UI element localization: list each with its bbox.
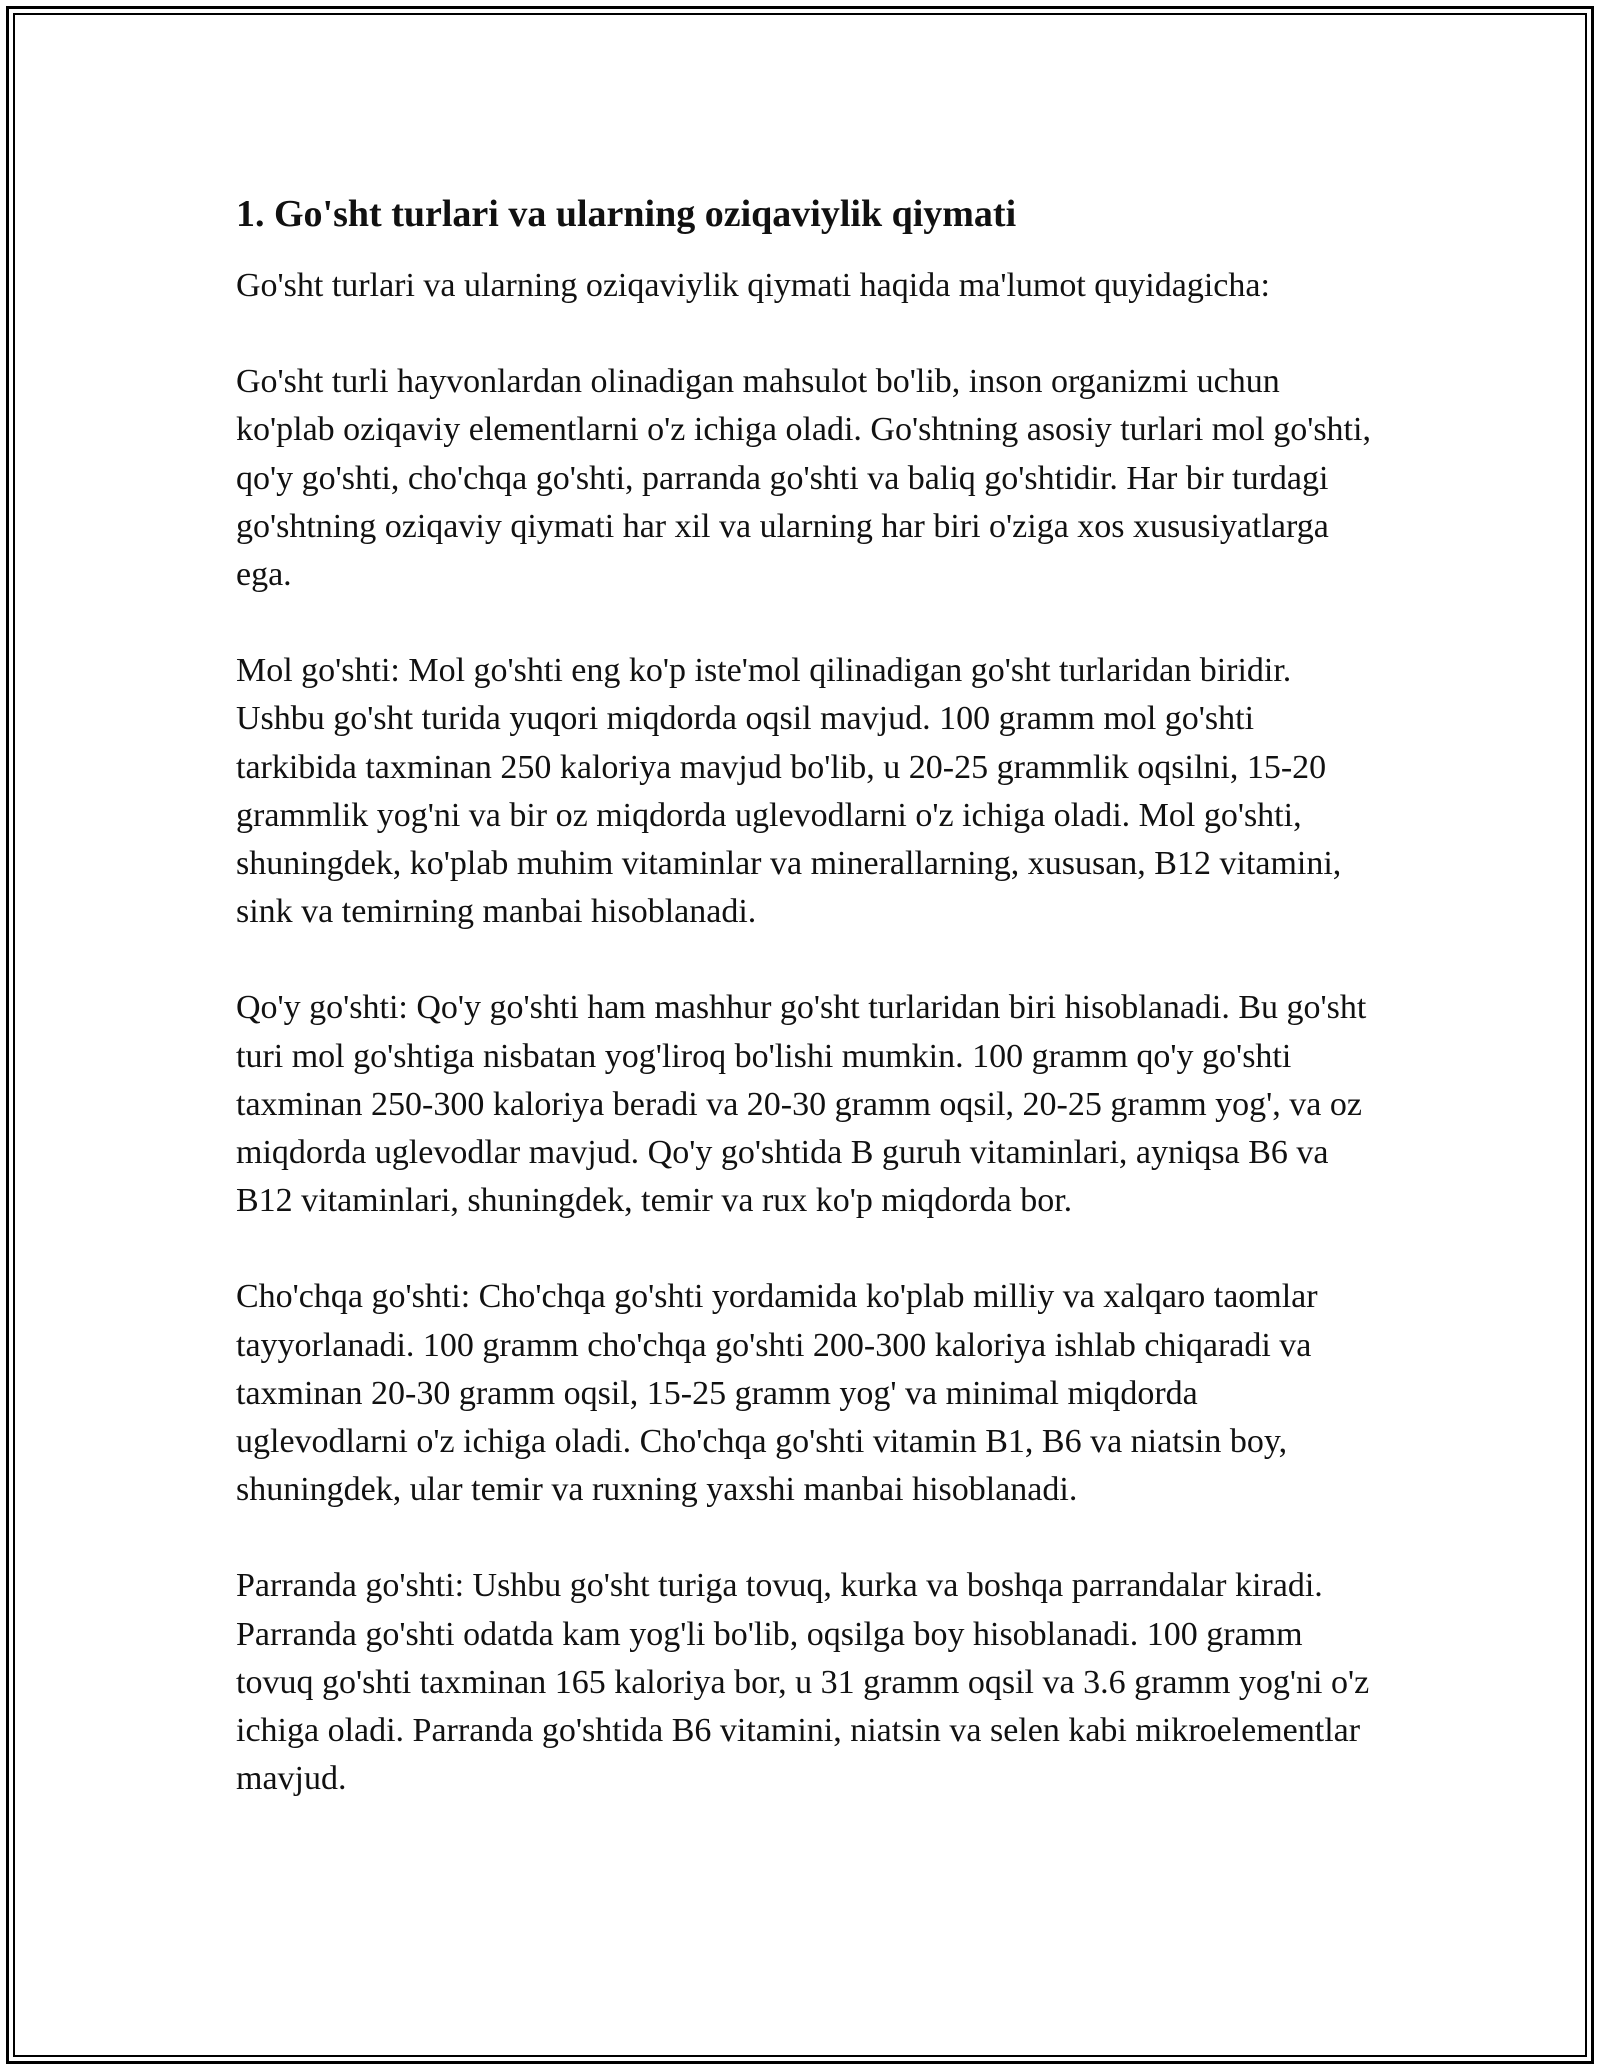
document-body bbox=[236, 188, 1376, 1851]
section-heading: 1. Go'sht turlari va ularning oziqaviylik qiymati bbox=[236, 193, 1017, 235]
overview-paragraph: Go'sht turli hayvonlardan olinadigan mahsulot bo'lib, inson organizmi uchun ko'plab oziqaviy elementlarni o'z ichiga oladi. Go'shtning asosiy turlari mol go'shti, qo'y go'shti, cho'chqa go'shti, parranda go'shti va baliq go'shtidir. Har bir turdagi go'shtning oziqaviy qiymati har xil va ularning har biri o'ziga xos xususiyatlarga ega. bbox=[236, 363, 1371, 594]
poultry-paragraph: Parranda go'shti: Ushbu go'sht turiga tovuq, kurka va boshqa parrandalar kiradi. Parranda go'shti odatda kam yog'li bo'lib, oqsilga boy hisoblanadi. 100 gramm tovuq go'shti taxminan 165 kaloriya bor, u 31 gramm oqsil va 3.6 gramm yog'ni o'z ichiga oladi. Parranda go'shtida B6 vitamini, niatsin va selen kabi mikroelementlar mavjud. bbox=[236, 1567, 1370, 1798]
intro-paragraph: Go'sht turlari va ularning oziqaviylik qiymati haqida ma'lumot quyidagicha: bbox=[236, 267, 1270, 304]
pork-paragraph: Cho'chqa go'shti: Cho'chqa go'shti yordamida ko'plab milliy va xalqaro taomlar tayyorlanadi. 100 gramm cho'chqa go'shti 200-300 kaloriya ishlab chiqaradi va taxminan 20-30 gramm oqsil, 15-25 gramm yog' va minimal miqdorda uglevodlarni o'z ichiga oladi. Cho'chqa go'shti vitamin B1, B6 va niatsin boy, shuningdek, ular temir va ruxning yaxshi manbai hisoblanadi. bbox=[236, 1278, 1318, 1509]
beef-paragraph: Mol go'shti: Mol go'shti eng ko'p iste'mol qilinadigan go'sht turlaridan biridir. Ushbu go'sht turida yuqori miqdorda oqsil mavjud. 100 gramm mol go'shti tarkibida taxminan 250 kaloriya mavjud bo'lib, u 20-25 grammlik oqsilni, 15-20 grammlik yog'ni va bir oz miqdorda uglevodlarni o'z ichiga oladi. Mol go'shti, shuningdek, ko'plab muhim vitaminlar va minerallarning, xususan, B12 vitamini, sink va temirning manbai hisoblanadi. bbox=[236, 652, 1342, 931]
lamb-paragraph: Qo'y go'shti: Qo'y go'shti ham mashhur go'sht turlaridan biri hisoblanadi. Bu go'sht turi mol go'shtiga nisbatan yog'liroq bo'lishi mumkin. 100 gramm qo'y go'shti taxminan 250-300 kaloriya beradi va 20-30 gramm oqsil, 20-25 gramm yog', va oz miqdorda uglevodlar mavjud. Qo'y go'shtida B guruh vitaminlari, ayniqsa B6 va B12 vitaminlari, shuningdek, temir va rux ko'p miqdorda bor. bbox=[236, 989, 1367, 1220]
